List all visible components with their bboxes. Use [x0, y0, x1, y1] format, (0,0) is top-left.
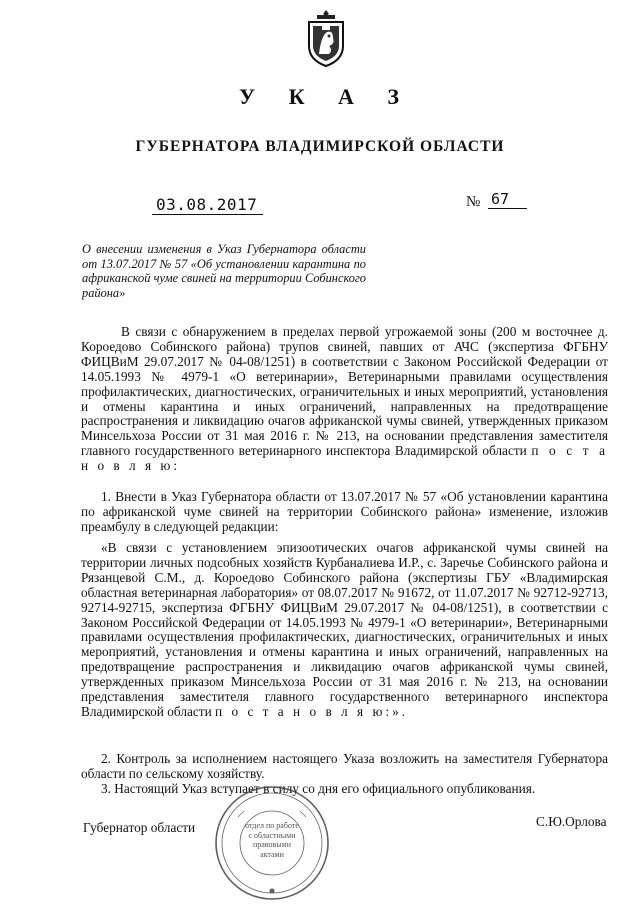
document-issuer: ГУБЕРНАТОРА ВЛАДИМИРСКОЙ ОБЛАСТИ: [135, 138, 505, 155]
quoted-decree-word: п о с т а н о в л я ю:».: [215, 703, 409, 719]
official-stamp: [208, 783, 336, 903]
preamble-paragraph: [81, 325, 608, 474]
signatory-name: С.Ю.Орлова: [536, 814, 607, 829]
quoted-preamble: [81, 541, 608, 720]
signatory-title: Губернатор области: [83, 820, 196, 835]
document-title: У К А З: [238, 84, 414, 109]
stamp-center-text: отдел по работе с областными правовыми актами: [245, 821, 299, 859]
coat-of-arms-icon: [305, 6, 347, 68]
decree-subject: О внесении изменения в Указ Губернатора области от 13.07.2017 № 57 «Об установлении карантина по африканской чуме свиней на территории Собинского района»: [82, 242, 366, 300]
decree-date: 03.08.2017: [152, 196, 263, 215]
item-2: 2. Контроль за исполнением настоящего Указа возложить на заместителя Губернатора области по сельскому хозяйству.: [81, 751, 608, 781]
item-1: 1. Внести в Указ Губернатора области от 13.07.2017 № 57 «Об установлении карантина по африканской чуме свиней на территории Собинского района» изменение, изложив преамбулу в следующей редакции:: [81, 489, 608, 534]
decree-number-label: №: [466, 194, 481, 210]
quoted-preamble-text: «В связи с установлением эпизоотических очагов африканской чумы свиней на территории личных подсобных хозяйств Курбаналиева И.Р., с. Заречье Собинского района и Рязанцевой С.М., д. Короедово Собинского района (экспертизы ГБУ «Владимирская областная ветеринарная лаборатория» от 08.07.2017 № 91672, от 11.07.2017 № 92712-92713, 92714-92715, экспертиза ФГБНУ ФИЦВиМ 29.07.2017 № 04-08/1251), в соответствии с Законом Российской Федерации от 14.05.1993 № 4979-1 «О ветеринарии», Ветеринарными правилами осуществления профилактических, диагностических, ограничительных и иных мероприятий, установления и отмены карантина и иных ограничений, направленных на предотвращение распространения и ликвидацию очагов африканской чумы свиней, утвержденных приказом Минсельхоза России от 31 мая 2016 г. № 213, на основании представления заместителя главного государственного ветеринарного инспектора Владимирской области: [81, 540, 608, 719]
preamble-text: В связи с обнаружением в пределах первой угрожаемой зоны (200 м восточнее д. Короедово Собинского района) трупов свиней, павших от АЧС (экспертиза ФГБНУ ФИЦВиМ 29.07.2017 № 04-08/1251) в соответствии с Законом Российской Федерации от 14.05.1993 № 4979-1 «О ветеринарии», Ветеринарными правилами осуществления профилактических, диагностических, ограничительных и иных мероприятий, установления и отмены карантина и иных ограничений, направленных на предотвращение распространения и ликвидацию очагов африканской чумы свиней, утвержденных приказом Минсельхоза России от 31 мая 2016 г. № 213, на основании представления заместителя главного государственного ветеринарного инспектора Владимирской области: [81, 324, 608, 459]
decree-word: п о с т а н о в л я ю:: [81, 443, 609, 474]
item-3: 3. Настоящий Указ вступает в силу со дня его официального опубликования.: [101, 781, 536, 796]
decree-number: 67: [488, 190, 527, 209]
